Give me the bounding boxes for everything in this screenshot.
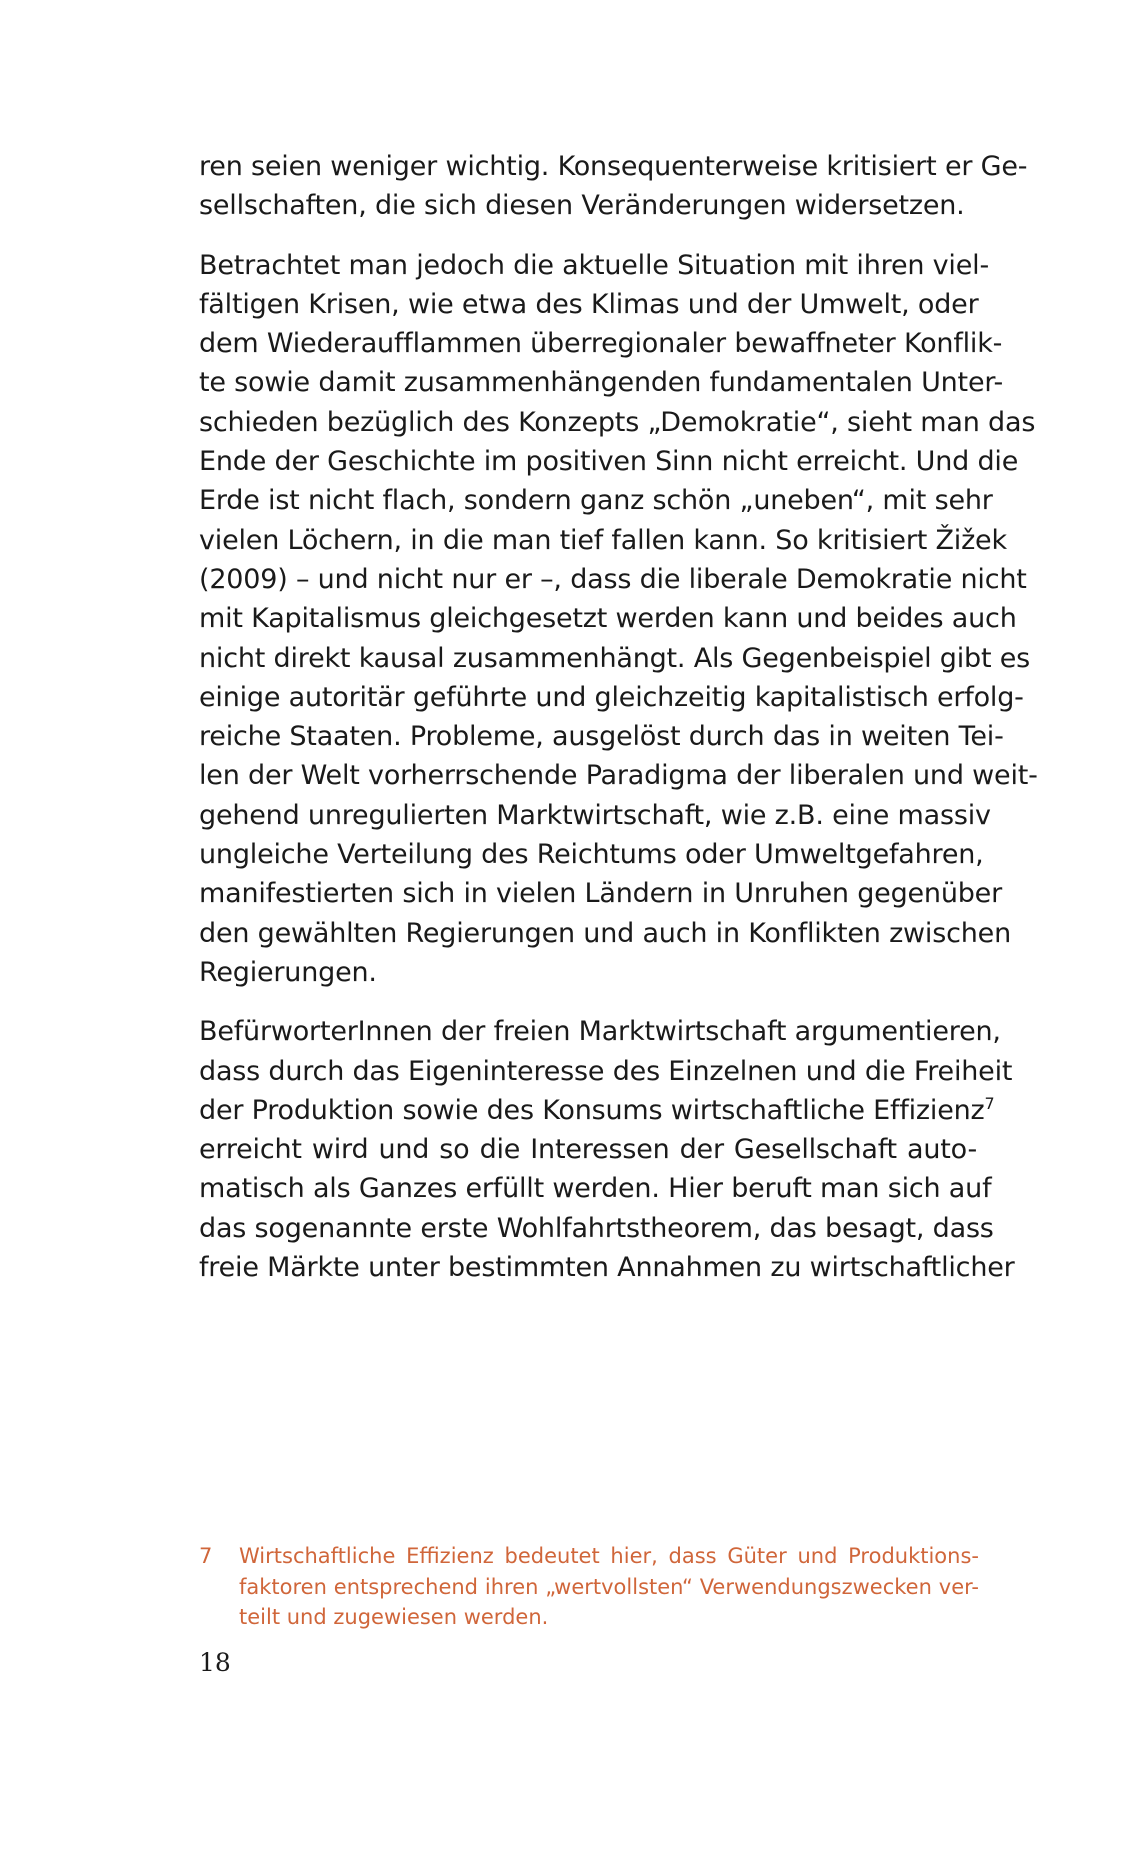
text-line: Ende der Geschichte im positiven Sinn nicht erreicht. Und die <box>199 446 1019 478</box>
footnote-line: teilt und zugewiesen werden. <box>239 1605 549 1629</box>
text-line: manifestierten sich in vielen Ländern in Unruhen gegenüber <box>199 878 1002 910</box>
paragraph-2 <box>199 246 1038 993</box>
text-line: BefürworterInnen der freien Marktwirtschaft argumentieren, <box>199 1016 1001 1048</box>
page-number: 18 <box>199 1648 231 1677</box>
text-line: reiche Staaten. Probleme, ausgelöst durch das in weiten Tei- <box>199 721 1004 753</box>
footnote-reference[interactable]: 7 <box>984 1093 995 1113</box>
text-line: vielen Löchern, in die man tief fallen kann. So kritisiert Žižek <box>199 524 1007 556</box>
text-line: mit Kapitalismus gleichgesetzt werden kann und beides auch <box>199 603 1017 635</box>
text-line: len der Welt vorherrschende Paradigma der liberalen und weit- <box>199 760 1038 792</box>
text-line: nicht direkt kausal zusammenhängt. Als Gegenbeispiel gibt es <box>199 642 1030 674</box>
text-line: gehend unregulierten Marktwirtschaft, wie z.B. eine massiv <box>199 799 991 831</box>
text-line: den gewählten Regierungen und auch in Konflikten zwischen <box>199 917 1011 949</box>
text-line: schieden bezüglich des Konzepts „Demokratie“, sieht man das <box>199 406 1036 438</box>
paragraph-1 <box>199 147 1028 226</box>
text-line: te sowie damit zusammenhängenden fundamentalen Unter- <box>199 367 1004 399</box>
footnote-number: 7 <box>199 1544 213 1568</box>
text-line: ren seien weniger wichtig. Konsequenterweise kritisiert er Ge- <box>199 151 1028 182</box>
text-line: Erde ist nicht flach, sondern ganz schön „uneben“, mit sehr <box>199 485 993 517</box>
main-text <box>199 147 1038 1287</box>
text-line: Regierungen. <box>199 956 377 988</box>
footnote-text <box>239 1541 979 1633</box>
text-line: ungleiche Verteilung des Reichtums oder Umweltgefahren, <box>199 839 984 871</box>
text-line: das sogenannte erste Wohlfahrtstheorem, das besagt, dass <box>199 1212 994 1244</box>
text-line: Betrachtet man jedoch die aktuelle Situation mit ihren viel- <box>199 249 989 281</box>
footnote-line: Wirtschaftliche Effizienz bedeutet hier, dass Güter und Produktions- <box>239 1544 979 1568</box>
text-line: fältigen Krisen, wie etwa des Klimas und der Umwelt, oder <box>199 288 979 320</box>
text-line: einige autoritär geführte und gleichzeitig kapitalistisch erfolg- <box>199 681 1024 713</box>
text-line-content: der Produktion sowie des Konsums wirtschaftliche Effizienz <box>199 1094 985 1126</box>
text-line-with-footnote-ref <box>199 1091 995 1130</box>
text-line: dem Wiederaufflammen überregionaler bewaffneter Konflik- <box>199 328 1003 360</box>
text-line: dass durch das Eigeninteresse des Einzelnen und die Freiheit <box>199 1055 1013 1087</box>
text-line: sellschaften, die sich diesen Veränderungen widersetzen. <box>199 190 965 222</box>
footnote-line: faktoren entsprechend ihren „wertvollsten“ Verwendungszwecken ver- <box>239 1574 979 1599</box>
text-line: erreicht wird und so die Interessen der Gesellschaft auto- <box>199 1134 977 1166</box>
text-line: freie Märkte unter bestimmten Annahmen zu wirtschaftlicher <box>199 1252 1015 1284</box>
text-line: matisch als Ganzes erfüllt werden. Hier beruft man sich auf <box>199 1173 992 1205</box>
paragraph-3 <box>199 1012 1015 1287</box>
text-line: (2009) – und nicht nur er –, dass die liberale Demokratie nicht <box>199 563 1027 595</box>
